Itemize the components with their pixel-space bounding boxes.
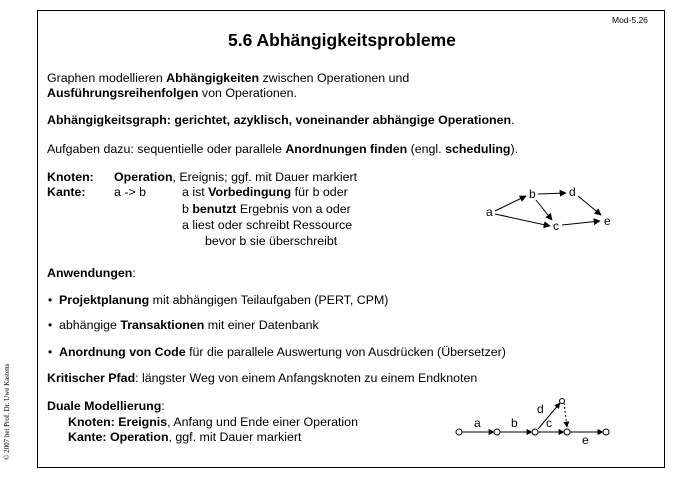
graph2-label-b: b — [511, 416, 518, 430]
anwendungen-heading — [47, 266, 136, 281]
anwendungen-label: Anwendungen — [47, 266, 133, 280]
graph1-node-c: c — [553, 219, 559, 233]
tasks-bold: Anordnungen finden — [285, 142, 408, 156]
definition-tail: . — [511, 113, 515, 127]
edge-a-b — [495, 196, 526, 211]
tasks-text: ). — [510, 142, 519, 156]
edge-dummy — [564, 403, 567, 427]
graph2-label-c: c — [546, 416, 552, 430]
intro-line-1 — [47, 71, 409, 86]
list-item — [59, 345, 506, 360]
kante-text: b — [182, 202, 193, 216]
intro-line-2 — [47, 86, 297, 101]
edge-c-e — [562, 221, 600, 225]
event-node — [532, 429, 538, 435]
duale-line-1 — [68, 415, 358, 430]
list-item — [59, 318, 319, 333]
kante-label: Kante: — [47, 185, 86, 199]
item-text: für die parallele Auswertung von Ausdrücken (Übersetzer) — [185, 345, 506, 359]
event-node — [603, 429, 609, 435]
duale-line-2 — [68, 430, 301, 445]
kritischer-pfad-text: : längster Weg von einem Anfangsknoten zu einem Endknoten — [135, 371, 478, 385]
tasks-line — [47, 142, 518, 157]
bullet-icon: • — [48, 318, 53, 332]
item-bold: Projektplanung — [59, 293, 150, 307]
intro-text: zwischen Operationen und — [259, 71, 410, 85]
duale-bold: Knoten: Ereignis — [68, 415, 168, 429]
knoten-label: Knoten: — [47, 170, 94, 184]
event-node — [456, 429, 462, 435]
definition-bold: Abhängigkeitsgraph: gerichtet, azyklisch, voneinander abhängige Operationen — [47, 113, 512, 127]
dual-graph — [450, 398, 620, 448]
kritischer-pfad-line — [47, 371, 477, 386]
kante-notation: a -> b — [114, 185, 147, 199]
kante-text: Ergebnis von a oder — [236, 202, 351, 216]
kante-line-1 — [182, 185, 348, 200]
graph1-node-d: d — [569, 185, 576, 199]
tasks-text: (engl. — [407, 142, 446, 156]
kante-bold: Vorbedingung — [208, 185, 292, 199]
item-bold: Transaktionen — [120, 318, 205, 332]
edge-b-d — [538, 193, 566, 194]
anwendungen-colon: : — [132, 266, 136, 280]
event-node — [564, 429, 570, 435]
duale-bold: Kante: Operation — [68, 430, 169, 444]
kante-line-4: bevor b sie überschreibt — [205, 234, 338, 248]
copyright-note: © 2007 bei Prof. Dr. Uwe Kastens — [3, 363, 11, 460]
graph1-node-a: a — [486, 205, 493, 219]
graph2-label-d: d — [537, 402, 544, 416]
kritischer-pfad-bold: Kritischer Pfad — [47, 371, 136, 385]
tasks-bold-scheduling: scheduling — [445, 142, 511, 156]
kante-line-3: a liest oder schreibt Ressource — [182, 218, 353, 232]
item-text: mit einer Datenbank — [204, 318, 319, 332]
knoten-rest: , Ereignis; ggf. mit Dauer markiert — [172, 170, 358, 184]
duale-text: , Anfang und Ende einer Operation — [167, 415, 358, 429]
dependency-graph — [480, 183, 620, 238]
kante-bold: benutzt — [192, 202, 237, 216]
kante-text: a ist — [182, 185, 209, 199]
intro-bold-dependencies: Abhängigkeiten — [166, 71, 260, 85]
kante-line-2 — [182, 202, 351, 217]
duale-label: Duale Modellierung — [47, 399, 162, 413]
graph2-label-a: a — [474, 416, 481, 430]
graph2-label-e: e — [582, 433, 589, 447]
edge-d-e — [578, 196, 601, 215]
intro-text: von Operationen. — [198, 86, 297, 100]
definition-line — [47, 113, 515, 128]
knoten-operation: Operation — [114, 170, 173, 184]
intro-text: Graphen modellieren — [47, 71, 167, 85]
item-bold: Anordnung von Code — [59, 345, 186, 359]
bullet-icon: • — [48, 293, 53, 307]
list-item — [59, 293, 388, 308]
item-text: abhängige — [59, 318, 121, 332]
page-title: 5.6 Abhängigkeitsprobleme — [228, 30, 456, 50]
edge-a-c — [495, 214, 550, 226]
graph1-node-e: e — [604, 214, 611, 228]
knoten-text — [114, 170, 357, 185]
kante-text: für b oder — [291, 185, 348, 199]
event-node — [494, 429, 500, 435]
duale-colon: : — [161, 399, 165, 413]
edge-b-c — [536, 200, 552, 220]
graph1-node-b: b — [529, 187, 536, 201]
intro-bold-order: Ausführungsreihenfolgen — [47, 86, 199, 100]
tasks-text: Aufgaben dazu: sequentielle oder parallele — [47, 142, 286, 156]
event-node — [560, 399, 565, 404]
duale-text: , ggf. mit Dauer markiert — [168, 430, 302, 444]
duale-heading — [47, 399, 165, 414]
slide-id: Mod-5.26 — [612, 15, 648, 25]
item-text: mit abhängigen Teilaufgaben (PERT, CPM) — [149, 293, 389, 307]
bullet-icon: • — [48, 345, 53, 359]
